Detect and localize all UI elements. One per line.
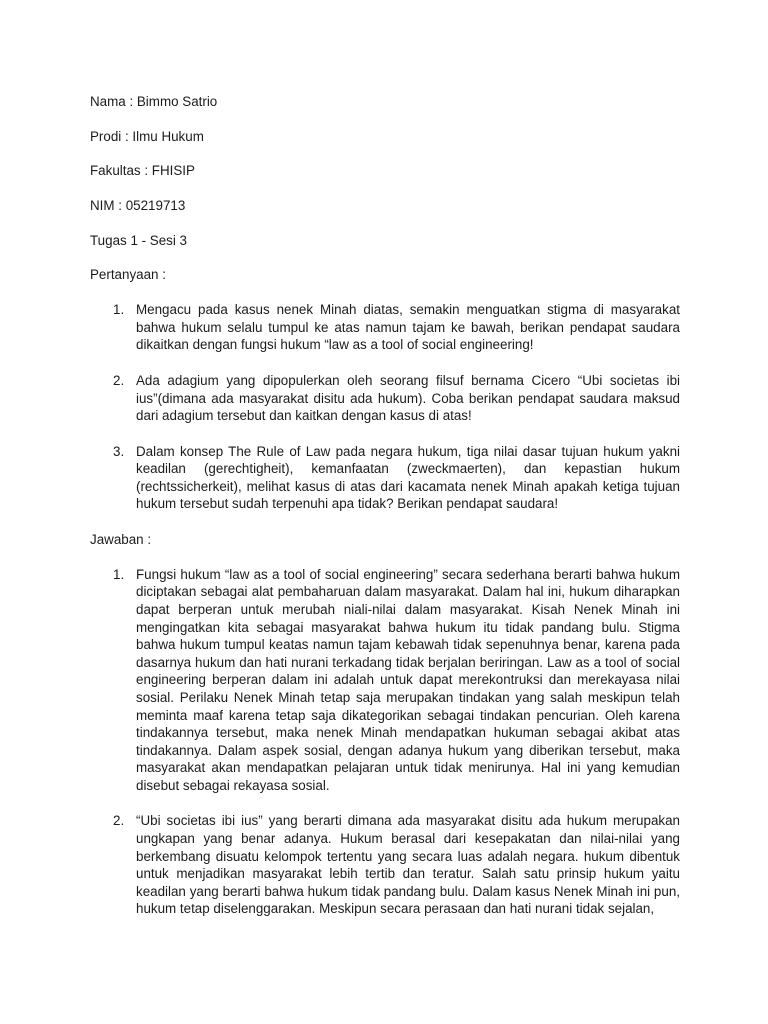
question-item xyxy=(90,443,680,513)
answer-number: 1. xyxy=(113,566,125,582)
answer-text: “Ubi societas ibi ius” yang berarti dimana ada masyarakat disitu ada hukum merupakan ungkapan yang benar adanya. Hukum berasal dari kesepakatan dan nilai-nilai yang berkembang disuatu kelompok tertentu yang secara luas adalah negara. hukum dibentuk untuk menjadikan masyarakat lebih tertib dan teratur. Salah satu prinsip hukum yaitu keadilan yang berarti bahwa hukum tidak pandang bulu. Dalam kasus Nenek Minah ini pun, hukum tetap diselenggarakan. Meskipun secara perasaan dan hati nurani tidak sejalan, xyxy=(136,813,680,917)
questions-heading: Pertanyaan : xyxy=(90,267,166,283)
question-number: 1. xyxy=(113,302,125,318)
answer-item xyxy=(90,812,680,918)
assignment-session: Tugas 1 - Sesi 3 xyxy=(90,232,188,248)
question-text: Ada adagium yang dipopulerkan oleh seorang filsuf bernama Cicero “Ubi societas ibi ius”(dimana ada masyarakat disitu ada hukum). Coba berikan pendapat saudara maksud dari adagium tersebut dan kaitkan dengan kasus di atas! xyxy=(136,372,680,424)
question-number: 2. xyxy=(113,372,125,388)
student-name: Nama : Bimmo Satrio xyxy=(90,94,218,109)
answer-number: 2. xyxy=(113,813,125,829)
question-item xyxy=(90,301,680,354)
question-text: Dalam konsep The Rule of Law pada negara hukum, tiga nilai dasar tujuan hukum yakni keadilan (gerechtigheit), kemanfaatan (zweckmaerten), dan kepastian hukum (rechtssicherkeit), melihat kasus di atas dari kacamata nenek Minah apakah ketiga tujuan hukum tersebut sudah terpenuhi apa tidak? Berikan pendapat saudara! xyxy=(136,443,680,512)
questions-list xyxy=(90,301,680,513)
question-item xyxy=(90,372,680,425)
answers-list xyxy=(90,566,680,918)
answer-text: Fungsi hukum “law as a tool of social engineering” secara sederhana berarti bahwa hukum diciptakan sebagai alat pembaharuan dalam masyarakat. Dalam hal ini, hukum diharapkan dapat berperan untuk merubah niali-nilai dalam masyarakat. Kisah Nenek Minah ini mengingatkan kita sebagai masyarakat bahwa hukum itu tidak pandang bulu. Stigma bahwa hukum tumpul keatas namun tajam kebawah tidak sepenuhnya benar, karena pada dasarnya hukum dan hati nurani terkadang tidak berjalan beriringan. Law as a tool of social engineering berperan dalam ini adalah untuk dapat merekontruksi dan merekayasa nilai sosial. Perilaku Nenek Minah tetap saja merupakan tindakan yang salah meskipun telah meminta maaf karena tetap saja dikategorikan sebagai tindakan pencurian. Oleh karena tindakannya tersebut, maka nenek Minah mendapatkan hukuman sebagai akibat atas tindakannya. Dalam aspek sosial, dengan adanya hukum yang diberikan tersebut, maka masyarakat akan mendapatkan pelajaran untuk tidak menirunya. Hal ini yang kemudian disebut sebagai rekayasa sosial. xyxy=(136,566,680,793)
answer-item xyxy=(90,566,680,795)
faculty: Fakultas : FHISIP xyxy=(90,163,195,179)
question-text: Mengacu pada kasus nenek Minah diatas, semakin menguatkan stigma di masyarakat bahwa hukum selalu tumpul ke atas namun tajam ke bawah, berikan pendapat saudara dikaitkan dengan fungsi hukum “law as a tool of social engineering! xyxy=(136,302,680,353)
question-number: 3. xyxy=(113,443,125,459)
answers-heading: Jawaban : xyxy=(90,532,152,548)
document-page xyxy=(90,93,680,936)
student-id: NIM : 05219713 xyxy=(90,198,186,214)
study-program: Prodi : Ilmu Hukum xyxy=(90,128,204,144)
